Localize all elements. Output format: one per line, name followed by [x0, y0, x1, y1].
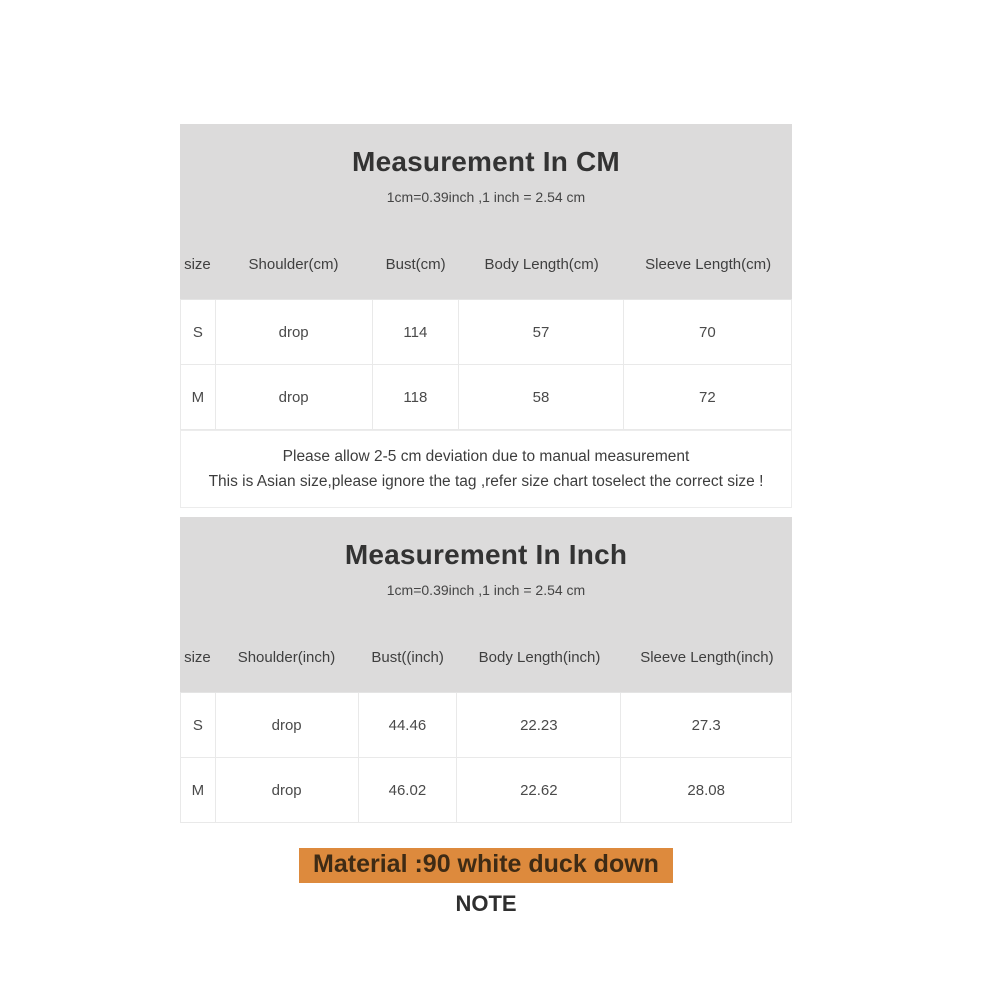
table-row-s: [181, 693, 791, 758]
cell-shoulder: drop: [216, 758, 359, 822]
material-highlight: Material :90 white duck down: [299, 848, 673, 883]
cell-body-length: 22.23: [457, 693, 621, 757]
inch-column-headers: [180, 649, 792, 666]
column-header-shoulder: Shoulder(cm): [248, 256, 339, 273]
note-line-2: This is Asian size,please ignore the tag ,refer size chart toselect the correct size !: [208, 473, 764, 490]
column-header-bust: Bust(cm): [385, 256, 446, 273]
cell-sleeve-length: 27.3: [691, 716, 721, 734]
cell-shoulder: drop: [216, 365, 373, 429]
table-row-m: [181, 365, 791, 429]
cell-size: S: [181, 693, 216, 757]
column-header-body-length: Body Length(cm): [484, 256, 599, 273]
column-header-sleeve-length: Sleeve Length(inch): [640, 649, 774, 666]
inch-table-subtitle: 1cm=0.39inch ,1 inch = 2.54 cm: [386, 582, 586, 598]
cell-body-length: 58: [459, 365, 624, 429]
column-header-size: size: [184, 649, 211, 666]
cell-shoulder: drop: [216, 693, 359, 757]
cm-table-header: [180, 124, 792, 299]
inch-table: [180, 517, 792, 823]
cell-sleeve-length: 28.08: [687, 781, 725, 799]
cell-body-length: 57: [459, 300, 624, 364]
cell-size: M: [181, 365, 216, 429]
column-header-sleeve-length: Sleeve Length(cm): [645, 256, 772, 273]
cropped-note-text: NOTE: [455, 891, 517, 916]
cell-size: M: [181, 758, 216, 822]
cm-table-subtitle: 1cm=0.39inch ,1 inch = 2.54 cm: [386, 189, 586, 205]
cm-table: [180, 124, 792, 430]
inch-table-header: [180, 517, 792, 692]
column-header-body-length: Body Length(inch): [478, 649, 601, 666]
cell-body-length: 22.62: [457, 758, 621, 822]
size-chart: [180, 124, 792, 916]
inch-table-body: [180, 692, 792, 823]
cropped-note-heading: [180, 891, 792, 916]
cell-bust: 118: [373, 365, 460, 429]
cell-sleeve-length: 72: [699, 388, 716, 406]
cell-shoulder: drop: [216, 300, 373, 364]
cell-bust: 46.02: [359, 758, 458, 822]
note-line-1: Please allow 2-5 cm deviation due to manual measurement: [282, 448, 690, 465]
cm-table-title: Measurement In CM: [352, 146, 620, 177]
measurement-note: [180, 430, 792, 508]
cm-column-headers: [180, 256, 792, 273]
cm-table-body: [180, 299, 792, 430]
column-header-shoulder: Shoulder(inch): [237, 649, 336, 666]
column-header-size: size: [184, 256, 211, 273]
column-header-bust: Bust((inch): [371, 649, 444, 666]
inch-table-title: Measurement In Inch: [344, 539, 628, 570]
table-row-m: [181, 758, 791, 822]
cell-sleeve-length: 70: [699, 323, 716, 341]
material-section: [180, 848, 792, 883]
cell-size: S: [181, 300, 216, 364]
table-row-s: [181, 300, 791, 365]
cell-bust: 114: [373, 300, 460, 364]
cell-bust: 44.46: [359, 693, 458, 757]
